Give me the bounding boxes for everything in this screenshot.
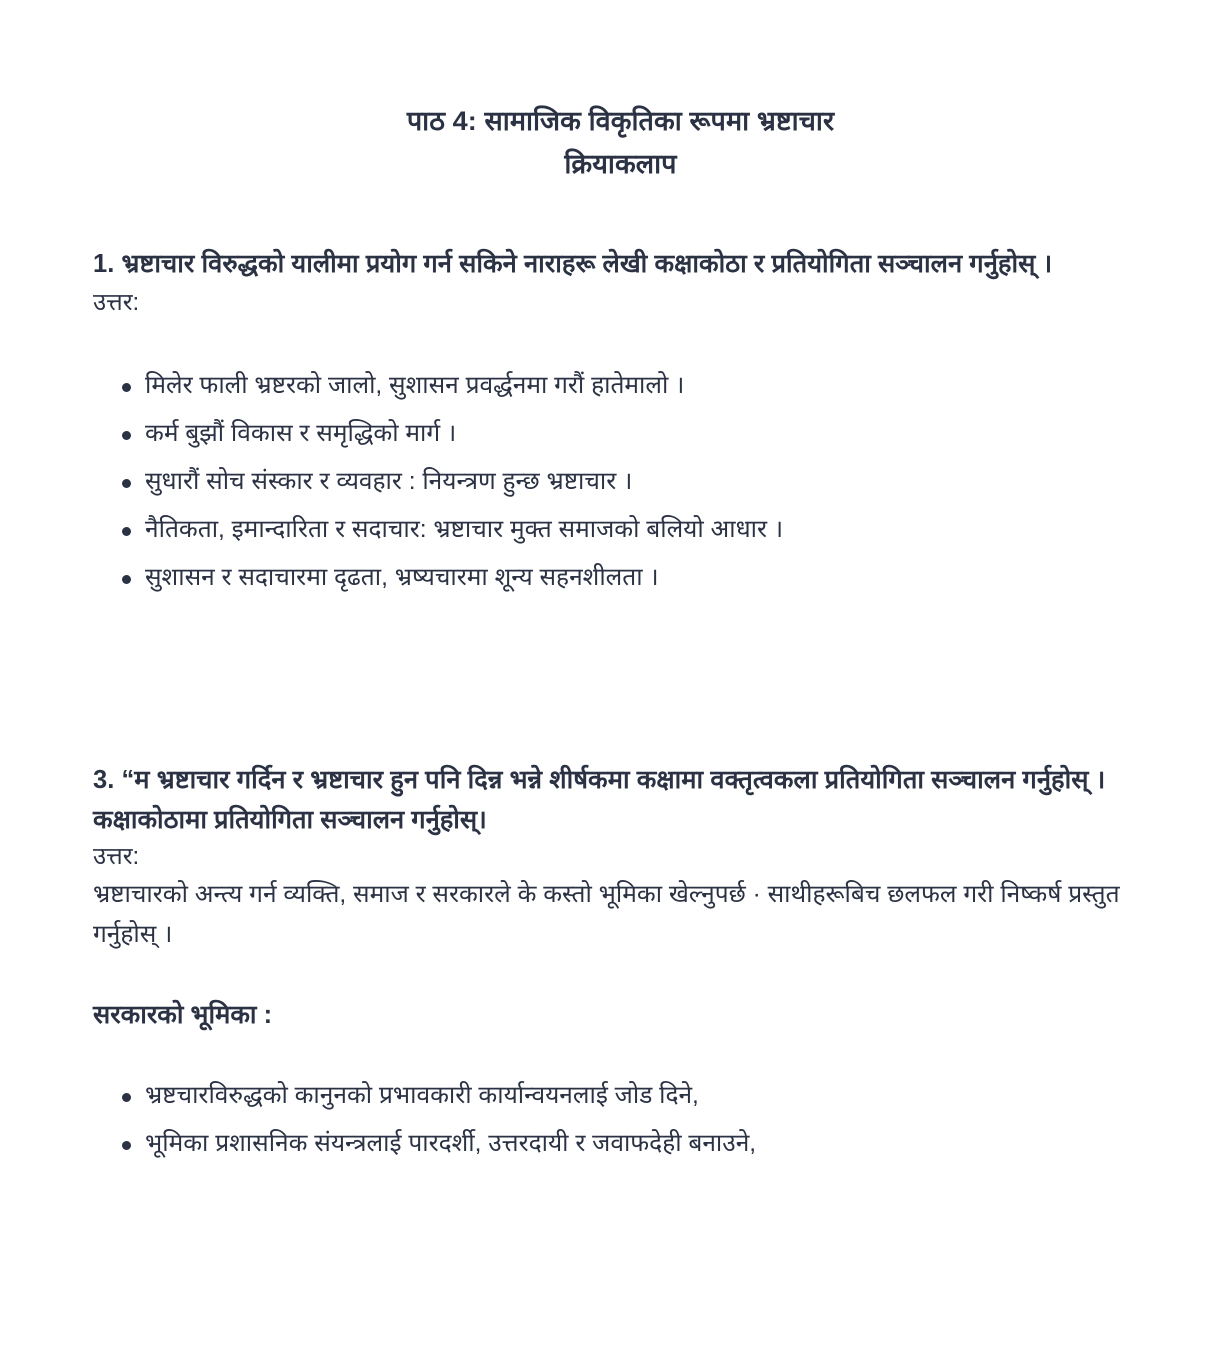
- bullet-text: भूमिका प्रशासनिक संयन्त्रलाई पारदर्शी, उत्तरदायी र जवाफदेही बनाउने,: [145, 1129, 757, 1157]
- page-title-line-1: पाठ 4: सामाजिक विकृतिका रूपमा भ्रष्टाचार: [406, 106, 835, 136]
- list-item: [93, 465, 1148, 498]
- question-1-bullet-list: [93, 369, 1148, 594]
- bullet-text: मिलेर फाली भ्रष्टरको जालो, सुशासन प्रवर्द्धनमा गरौं हातेमालो ।: [145, 371, 685, 399]
- question-3-text: 3. “म भ्रष्टाचार गर्दिन र भ्रष्टाचार हुन पनि दिन्न भन्ने शीर्षकमा कक्षामा वक्तृत्वकला प्रतियोगिता सञ्चालन गर्नुहोस् ।: [93, 766, 1106, 795]
- spacer-after-section-heading: [93, 1035, 1148, 1079]
- page-title-line-2: क्रियाकलाप: [564, 148, 677, 179]
- spacer-answer-to-bullets-1: [93, 321, 1148, 369]
- question-1-text: 1. भ्रष्टाचार विरुद्धको यालीमा प्रयोग गर्न सकिने नाराहरू लेखी कक्षाकोठा र प्रतियोगिता सञ्चालन गर्नुहोस् ।: [93, 250, 1053, 279]
- government-role-heading: सरकारको भूमिका :: [93, 1001, 273, 1030]
- list-item: [93, 369, 1148, 402]
- question-3-subtitle: कक्षाकोठामा प्रतियोगिता सञ्चालन गर्नुहोस्।: [93, 805, 487, 834]
- list-item: [93, 1079, 1148, 1112]
- list-item: [93, 561, 1148, 594]
- list-item: [93, 1127, 1148, 1160]
- list-item: [93, 513, 1148, 546]
- page-title: [93, 0, 1148, 185]
- bullet-text: कर्म बुझौं विकास र समृद्धिको मार्ग ।: [145, 419, 457, 447]
- government-role-bullet-list: [93, 1079, 1148, 1175]
- list-item: [93, 417, 1148, 450]
- bullet-text: सुशासन र सदाचारमा दृढता, भ्रष्यचारमा शून्य सहनशीलता ।: [145, 564, 659, 592]
- bullet-text: भ्रष्टचारविरुद्धको कानुनको प्रभावकारी कार्यान्वयनलाई जोड दिने,: [145, 1081, 699, 1109]
- question-3-answer-text: भ्रष्टाचारको अन्त्य गर्न व्यक्ति, समाज र सरकारले के कस्तो भूमिका खेल्नुपर्छ · साथीहरूबिच छलफल गरी निष्कर्ष प्रस्तुत गर्नुहोस् ।: [93, 880, 1120, 948]
- spacer-title-to-question-1: [93, 185, 1148, 245]
- page-content: [93, 0, 1148, 1175]
- bullet-text: नैतिकता, इमान्दारिता र सदाचार: भ्रष्टाचार मुक्त समाजको बलियो आधार ।: [145, 516, 784, 544]
- question-1-answer-label: उत्तर:: [93, 288, 140, 316]
- question-3-answer-label: उत्तर:: [93, 842, 140, 870]
- bullet-text: सुधारौं सोच संस्कार र व्यवहार : नियन्त्रण हुन्छ भ्रष्टाचार ।: [145, 467, 633, 495]
- spacer-between-questions: [93, 609, 1148, 761]
- spacer-before-section-heading: [93, 954, 1148, 996]
